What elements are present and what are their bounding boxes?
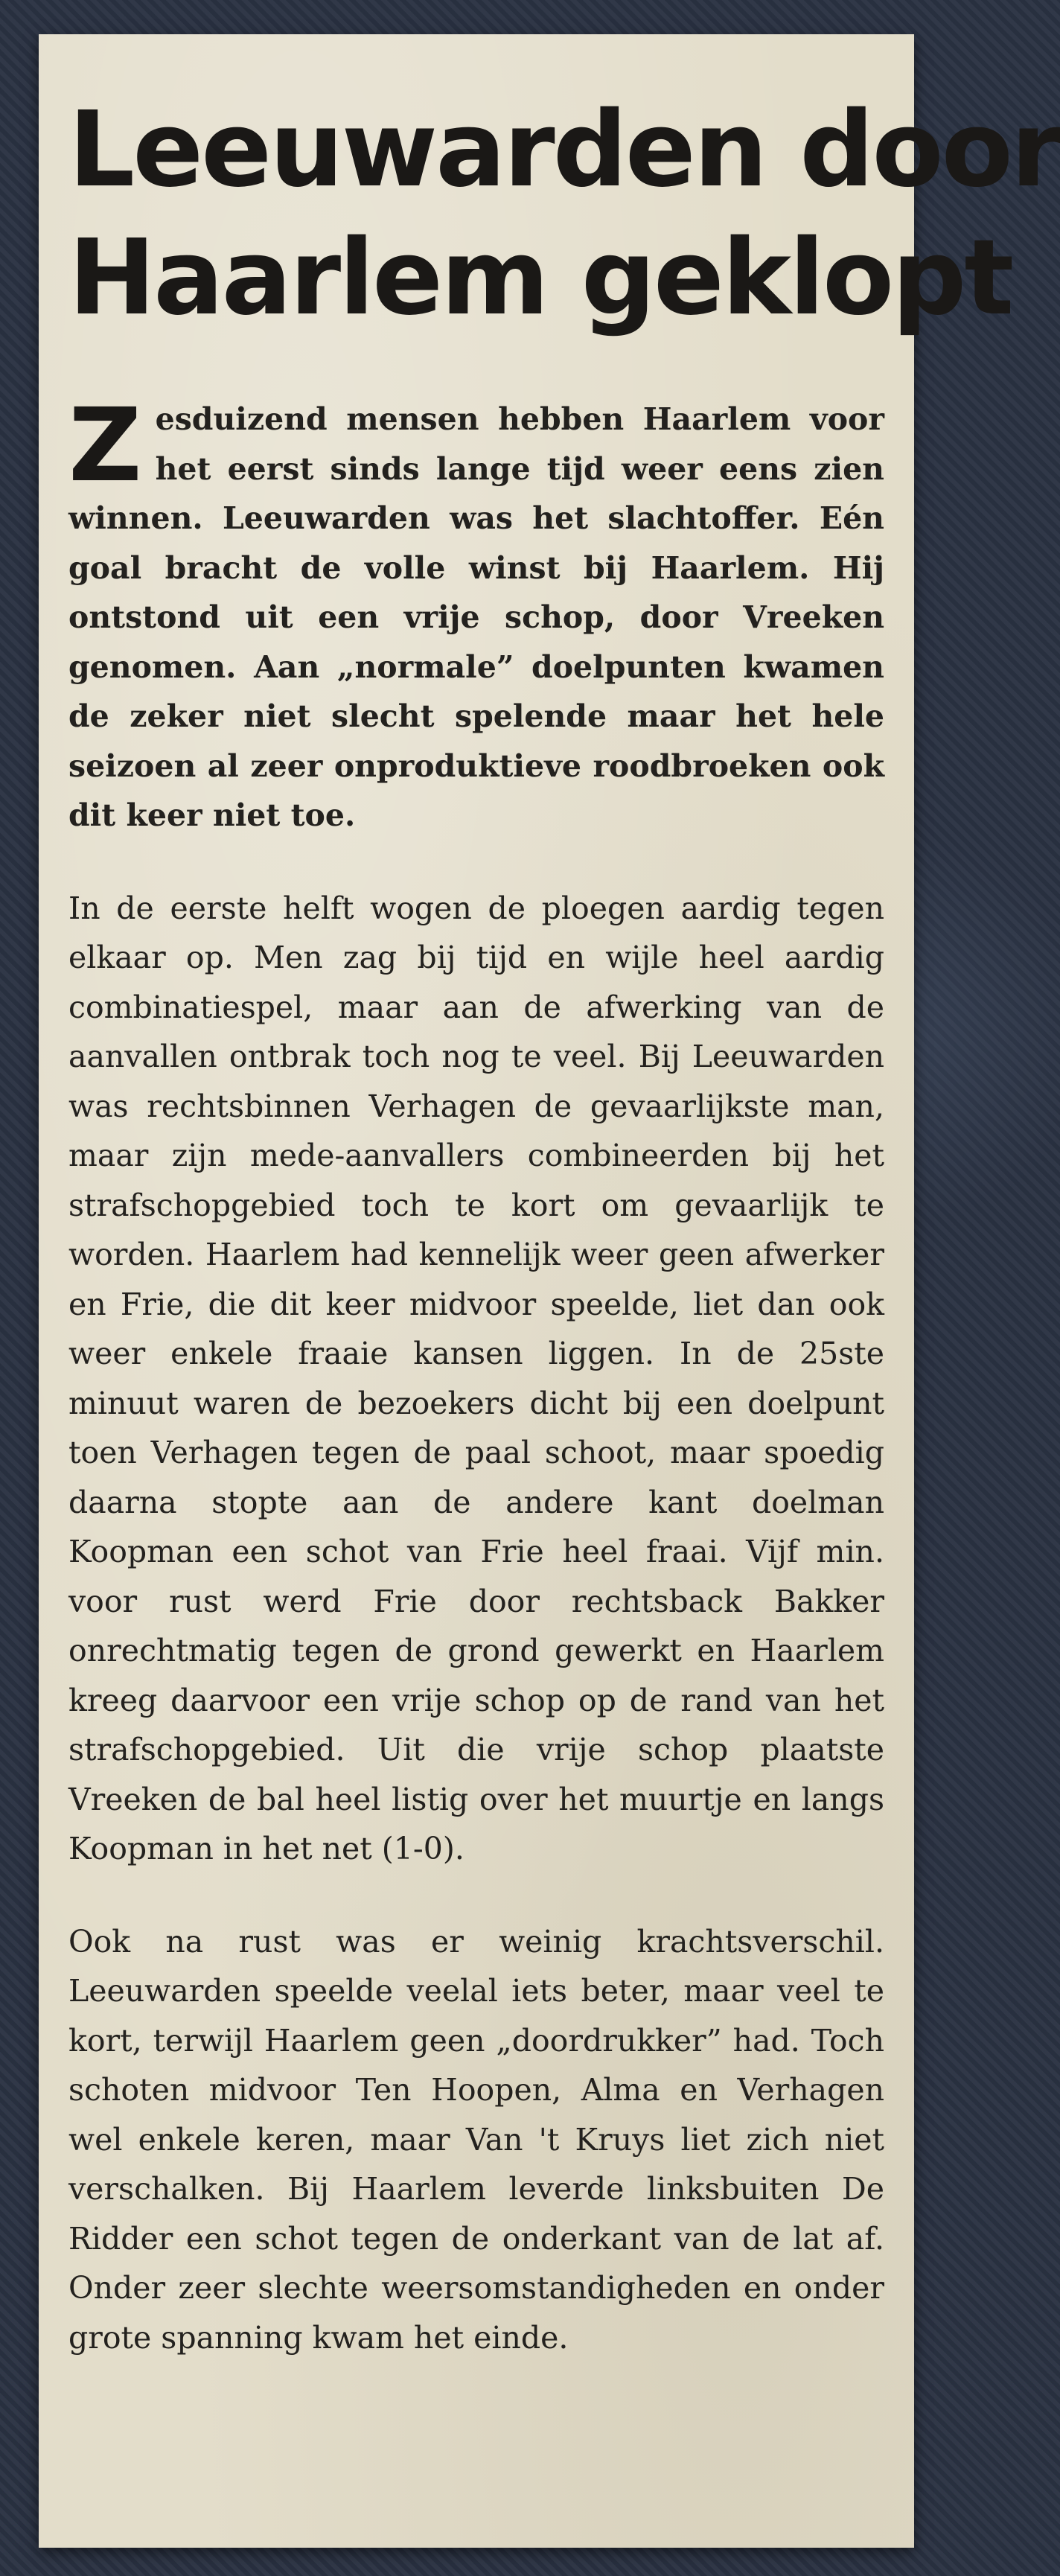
headline <box>68 86 1060 342</box>
article-body <box>68 387 884 2362</box>
drop-cap: Z <box>68 387 142 505</box>
lead-paragraph <box>68 387 884 841</box>
lead-paragraph-text: esduizend mensen hebben Haarlem voor het eerst sinds lange tijd weer eens zien winnen. Leeuwarden was het slachtoffer. Eén goal bracht de volle winst bij Haarlem. Hij ontstond uit een vrije schop, door Vreeken genomen. Aan „normale” doelpunten kwamen de zeker niet slecht spelende maar het hele seizoen al zeer onproduktieve roodbroeken ook dit keer niet toe. <box>68 401 884 833</box>
paragraph-second-half: Ook na rust was er weinig krachtsverschil. Leeuwarden speelde veelal iets beter, maar veel te kort, terwijl Haarlem geen „doordrukker” had. Toch schoten midvoor Ten Hoopen, Alma en Verhagen wel enkele keren, maar Van 't Kruys liet zich niet verschalken. Bij Haarlem leverde linksbuiten De Ridder een schot tegen de onderkant van de lat af. Onder zeer slechte weersomstandigheden en onder grote spanning kwam het einde. <box>68 1923 884 2356</box>
newspaper-clipping <box>39 34 1060 2548</box>
paragraph-first-half: In de eerste helft wogen de ploegen aardig tegen elkaar op. Men zag bij tijd en wijle heel aardig combinatiespel, maar aan de afwerking van de aanvallen ontbrak toch nog te veel. Bij Leeuwarden was rechtsbinnen Verhagen de gevaarlijkste man, maar zijn mede-aanvallers combineerden bij het strafschopgebied toch te kort om gevaarlijk te worden. Haarlem had kennelijk weer geen afwerker en Frie, die dit keer midvoor speelde, liet dan ook weer enkele fraaie kansen liggen. In de 25ste minuut waren de bezoekers dicht bij een doelpunt toen Verhagen tegen de paal schoot, maar spoedig daarna stopte aan de andere kant doelman Koopman een schot van Frie heel fraai. Vijf min. voor rust werd Frie door rechtsback Bakker onrechtmatig tegen de grond gewerkt en Haarlem kreeg daarvoor een vrije schop op de rand van het strafschopgebied. Uit die vrije schop plaatste Vreeken de bal heel listig over het muurtje en langs Koopman in het net (1-0). <box>68 890 884 1866</box>
headline-line-1: Leeuwarden door <box>68 89 1060 211</box>
headline-line-2: Haarlem geklopt <box>68 217 1012 339</box>
